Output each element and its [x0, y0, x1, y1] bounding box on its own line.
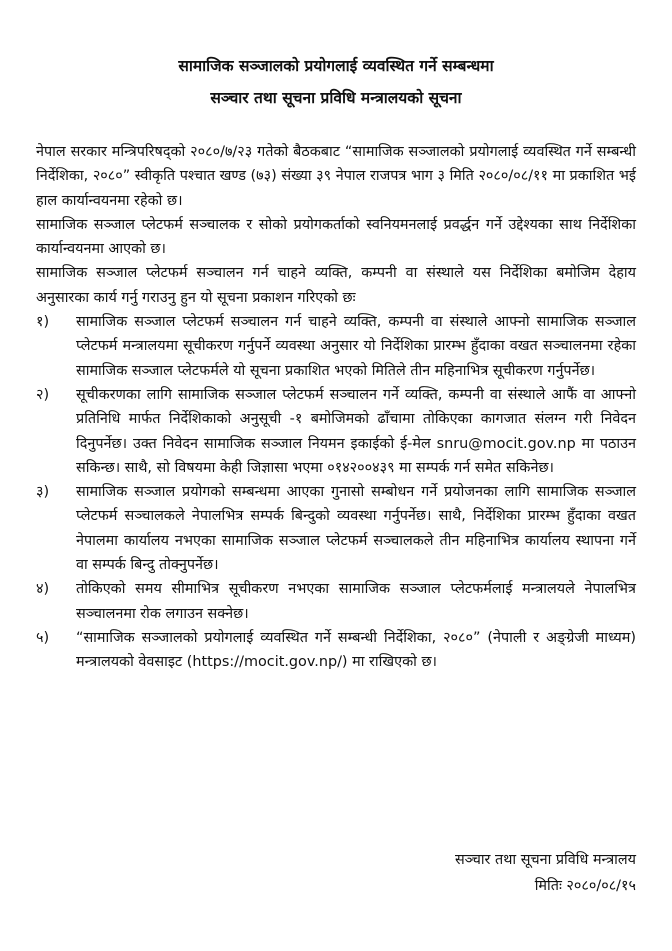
instruction-list: [36, 310, 636, 674]
list-item: [36, 626, 636, 675]
paragraph-purpose: सामाजिक सञ्जाल प्लेटफर्म सञ्चालक र सोको प्रयोगकर्ताको स्वनियमनलाई प्रवर्द्धन गर्ने उद्देश्यका साथ निर्देशिका कार्यान्वयनमा आएको छ।: [36, 216, 636, 258]
signature-organization: सञ्चार तथा सूचना प्रविधि मन्त्रालय: [454, 852, 636, 868]
notice-title: सामाजिक सञ्जालको प्रयोगलाई व्यवस्थित गर्ने सम्बन्धमा: [178, 57, 494, 75]
paragraph-cabinet-decision: नेपाल सरकार मन्त्रिपरिषद्को २०८०/७/२३ गतेको बैठकबाट “सामाजिक सञ्जालको प्रयोगलाई व्यवस्थित गर्ने सम्बन्धी निर्देशिका, २०८०” स्वीकृति पश्चात खण्ड (७३) संख्या ३९ नेपाल राजपत्र भाग ३ मिति २०८०/०८/११ मा प्रकाशित भई हाल कार्यान्वयनमा रहेको छ।: [36, 144, 636, 209]
notice-subtitle: सञ्चार तथा सूचना प्रविधि मन्त्रालयको सूचना: [210, 89, 462, 107]
list-item-text: तोकिएको समय सीमाभित्र सूचीकरण नभएका सामाजिक सञ्जाल प्लेटफर्मलाई मन्त्रालयले नेपालभित्र सञ्चालनमा रोक लगाउन सक्नेछ।: [76, 581, 636, 622]
list-item-text: सामाजिक सञ्जाल प्रयोगको सम्बन्धमा आएका गुनासो सम्बोधन गर्ने प्रयोजनका लागि सामाजिक सञ्जाल प्लेटफर्म सञ्चालकले नेपालभित्र सम्पर्क बिन्दुको व्यवस्था गर्नुपर्नेछ। साथै, निर्देशिका प्रारम्भ हुँदाका वखत नेपालमा कार्यालय नभएका सामाजिक सञ्जाल प्लेटफर्म सञ्चालकले तीन महिनाभित्र कार्यालय स्थापना गर्ने वा सम्पर्क बिन्दु तोक्नुपर्नेछ।: [76, 484, 636, 574]
list-item-number: ३): [36, 484, 50, 501]
list-item: [36, 577, 636, 626]
list-item: [36, 310, 636, 383]
list-item-number: ४): [36, 581, 50, 598]
list-item-text: “सामाजिक सञ्जालको प्रयोगलाई व्यवस्थित गर्ने सम्बन्धी निर्देशिका, २०८०” (नेपाली र अङ्ग्रेजी माध्यम) मन्त्रालयको वेवसाइट (https://mocit.gov.np/) मा राखिएको छ।: [76, 629, 636, 671]
list-item-text: सूचीकरणका लागि सामाजिक सञ्जाल प्लेटफर्म सञ्चालन गर्ने व्यक्ति, कम्पनी वा संस्थाले आफैं वा आफ्नो प्रतिनिधि मार्फत निर्देशिकाको अनुसूची -१ बमोजिमको ढाँचामा तोकिएका कागजात संलग्न गरी निवेदन दिनुपर्नेछ। उक्त निवेदन सामाजिक सञ्जाल नियमन इकाईको ई-मेल snru@mocit.gov.np मा पठाउन सकिन्छ। साथै, सो विषयमा केही जिज्ञासा भएमा ०१४२००४३९ मा सम्पर्क गर्न समेत सकिनेछ।: [76, 386, 636, 476]
signature-date: मितिः २०८०/०८/१५: [534, 878, 636, 894]
list-item-number: ५): [36, 629, 50, 646]
list-item-number: १): [36, 314, 50, 331]
list-item-text: सामाजिक सञ्जाल प्लेटफर्म सञ्चालन गर्न चाहने व्यक्ति, कम्पनी वा संस्थाले आफ्नो सामाजिक सञ्जाल प्लेटफर्म मन्त्रालयमा सूचीकरण गर्नुपर्ने व्यवस्था अनुसार यो निर्देशिका प्रारम्भ हुँदाका वखत सञ्चालनमा रहेका सामाजिक सञ्जाल प्लेटफर्मले यो सूचना प्रकाशित भएको मितिले तीन महिनाभित्र सूचीकरण गर्नुपर्नेछ।: [76, 314, 636, 379]
list-item-number: २): [36, 386, 50, 403]
list-item: [36, 480, 636, 577]
list-item: [36, 383, 636, 480]
notice-body: [36, 140, 636, 675]
paragraph-intro: सामाजिक सञ्जाल प्लेटफर्म सञ्चालन गर्न चाहने व्यक्ति, कम्पनी वा संस्थाले यस निर्देशिका बमोजिम देहाय अनुसारका कार्य गर्नु गराउनु हुन यो सूचना प्रकाशन गरिएको छः: [36, 265, 636, 306]
